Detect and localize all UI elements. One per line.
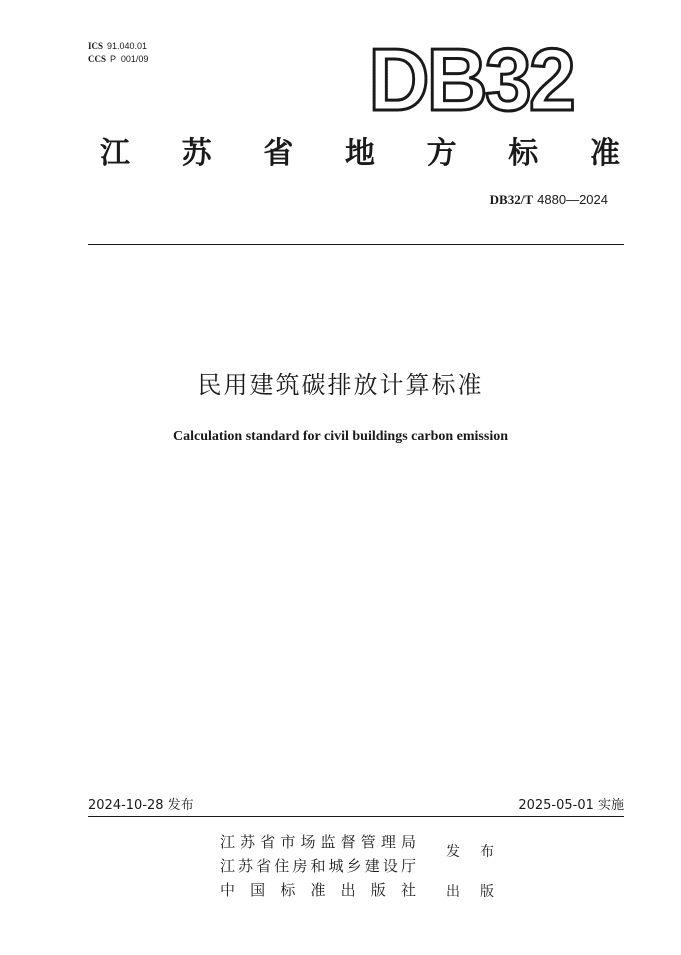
publisher-list: [220, 830, 416, 902]
province-heading-char: 省: [263, 136, 294, 171]
province-standard-heading: [100, 134, 620, 174]
province-heading-char: 地: [344, 136, 375, 171]
english-title: Calculation standard for civil buildings carbon emission: [172, 429, 508, 444]
implement-date: 2025-05-01 实施: [518, 798, 624, 813]
province-heading-char: 准: [589, 136, 620, 171]
issue-action: 发 布: [446, 844, 494, 860]
chinese-title: 民用建筑碳排放计算标准: [197, 371, 484, 399]
header-divider: [88, 244, 624, 245]
db32-logo: DB32: [368, 30, 573, 129]
ics-label: ICS: [88, 41, 104, 51]
issue-date: 2024-10-28 发布: [88, 798, 194, 813]
ccs-value: P 001/09: [110, 54, 149, 64]
ics-value: 91.040.01: [107, 41, 148, 51]
province-heading-char: 标: [508, 136, 539, 171]
publisher-name: 江 苏 省 市 场 监 督 管 理 局: [220, 833, 416, 851]
province-heading-char: 方: [426, 136, 457, 171]
province-heading-char: 苏: [181, 136, 212, 171]
ics-code-row: [88, 40, 148, 53]
publisher-name: 江 苏 省 住 房 和 城 乡 建 设 厅: [220, 857, 416, 875]
province-heading-char: 江: [100, 136, 130, 171]
standard-number: [490, 191, 608, 210]
publish-action: 出 版: [446, 884, 494, 900]
standard-number-value: 4880—2024: [537, 192, 608, 207]
standard-number-prefix: DB32/T: [489, 192, 534, 207]
footer-divider: [88, 816, 624, 817]
ccs-code-row: [88, 53, 148, 66]
classification-codes: [88, 40, 148, 66]
publisher-name: 中 国 标 准 出 版 社: [220, 881, 416, 899]
ccs-label: CCS: [88, 54, 107, 64]
